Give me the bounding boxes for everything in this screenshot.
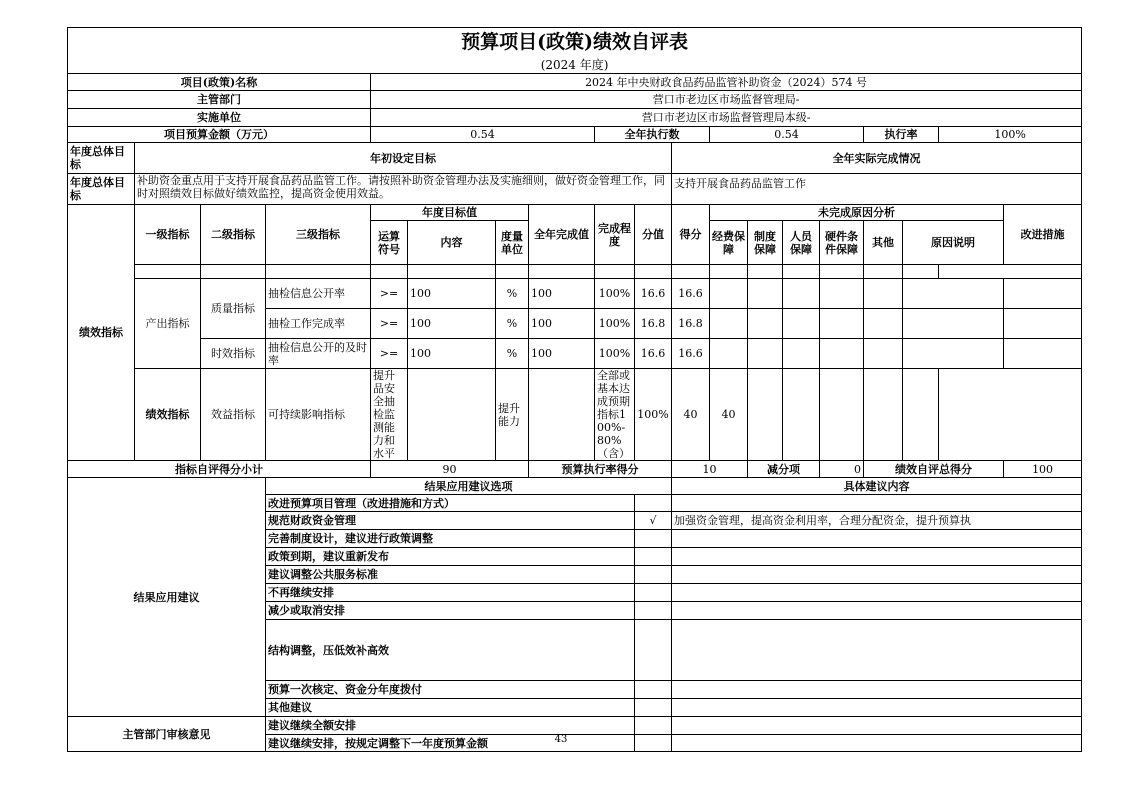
deduct-value: 0 bbox=[820, 461, 864, 478]
total-label: 绩效自评总得分 bbox=[864, 461, 1004, 478]
form-title: 预算项目(政策)绩效自评表 bbox=[68, 28, 1082, 57]
subtotal-value: 90 bbox=[371, 461, 529, 478]
executed-label: 全年执行数 bbox=[595, 127, 710, 143]
review-section-label: 主管部门审核意见 bbox=[68, 717, 266, 752]
list-item: 预算一次核定、资金分年度拨付 bbox=[68, 681, 1082, 699]
benefit-value: 40 bbox=[672, 369, 710, 461]
list-item: 结构调整，压低效补高效 bbox=[68, 620, 1082, 681]
table-row: 抽检工作完成率 >= 100 % 100 100% 16.8 16.8 bbox=[68, 309, 1082, 339]
indicator-section-label: 绩效指标 bbox=[68, 205, 135, 461]
form-year: (2024 年度) bbox=[68, 57, 1082, 74]
output-level1: 产出指标 bbox=[135, 279, 201, 369]
col-completion: 完成程度 bbox=[595, 205, 635, 265]
rate-value: 100% bbox=[939, 127, 1082, 143]
dept-label: 主管部门 bbox=[68, 91, 371, 109]
col-reason-group: 未完成原因分析 bbox=[710, 205, 1004, 221]
col-level3: 三级指标 bbox=[266, 205, 371, 265]
col-r-hardware: 硬件条件保障 bbox=[820, 221, 864, 265]
col-r-note: 原因说明 bbox=[903, 221, 1004, 265]
project-name-label: 项目(政策)名称 bbox=[68, 74, 371, 91]
budget-label: 项目预算金额（万元） bbox=[68, 127, 371, 143]
col-level2: 二级指标 bbox=[201, 205, 266, 265]
executed-value: 0.54 bbox=[710, 127, 864, 143]
dept-value: 营口市老边区市场监督管理局- bbox=[371, 91, 1082, 109]
application-detail-header: 具体建议内容 bbox=[672, 478, 1082, 495]
list-item: 减少或取消安排 bbox=[68, 602, 1082, 620]
col-r-other: 其他 bbox=[864, 221, 903, 265]
col-score-value: 分值 bbox=[635, 205, 672, 265]
application-options-header: 结果应用建议选项 bbox=[266, 478, 672, 495]
benefit-content: 提升能力 bbox=[496, 369, 529, 461]
col-unit: 度量单位 bbox=[496, 221, 529, 265]
list-item: 建议调整公共服务标准 bbox=[68, 566, 1082, 584]
goal-header-label: 年度总体目标 bbox=[68, 143, 135, 174]
application-section-label: 结果应用建议 bbox=[68, 478, 266, 717]
unit-value: 营口市老边区市场监督管理局本级- bbox=[371, 109, 1082, 127]
table-row: 时效指标 抽检信息公开的及时率 >= 100 % 100 100% 16.6 16.6 bbox=[68, 339, 1082, 369]
benefit-score: 40 bbox=[710, 369, 748, 461]
col-improve: 改进措施 bbox=[1004, 205, 1082, 265]
project-name-value: 2024 年中央财政食品药品监管补助资金（2024）574 号 bbox=[371, 74, 1082, 91]
benefit-section-label: 绩效指标 bbox=[135, 369, 201, 461]
initial-goal-header: 年初设定目标 bbox=[135, 143, 672, 174]
col-content: 内容 bbox=[408, 221, 496, 265]
actual-goal-text: 支持开展食品药品监管工作 bbox=[672, 174, 1082, 205]
table-row bbox=[68, 369, 1082, 461]
unit-label: 实施单位 bbox=[68, 109, 371, 127]
list-item: 其他建议 bbox=[68, 699, 1082, 717]
benefit-level1: 效益指标 bbox=[201, 369, 266, 461]
benefit-level2: 可持续影响指标 bbox=[266, 369, 371, 461]
goal-row-label: 年度总体目标 bbox=[68, 174, 135, 205]
col-annual-value: 全年完成值 bbox=[529, 205, 595, 265]
rate-label: 执行率 bbox=[864, 127, 939, 143]
page-number: 43 bbox=[554, 734, 568, 745]
benefit-name: 提升品安全抽检监测能力和水平 bbox=[371, 369, 408, 461]
table-row: 产出指标 质量指标 抽检信息公开率 >= 100 % 100 100% 16.6 16.6 bbox=[68, 279, 1082, 309]
exec-score-value: 10 bbox=[672, 461, 748, 478]
output-timeliness: 时效指标 bbox=[201, 339, 266, 369]
actual-goal-header: 全年实际完成情况 bbox=[672, 143, 1082, 174]
deduct-label: 减分项 bbox=[748, 461, 820, 478]
output-quality: 质量指标 bbox=[201, 279, 266, 339]
col-r-system: 制度保障 bbox=[748, 221, 783, 265]
col-level1: 一级指标 bbox=[135, 205, 201, 265]
col-operator: 运算符号 bbox=[371, 221, 408, 265]
col-target-group: 年度目标值 bbox=[371, 205, 529, 221]
initial-goal-text: 补助资金重点用于支持开展食品药品监管工作。请按照补助资金管理办法及实施细则，做好资金管理工作，同时对照绩效目标做好绩效监控，提高资金使用效益。 bbox=[135, 174, 672, 205]
benefit-annual: 全部或基本达成预期指标100%-80%（含） bbox=[595, 369, 635, 461]
list-item: 建议继续安排，按规定调整下一年度预算金额 bbox=[68, 735, 1082, 752]
check-mark: √ bbox=[635, 512, 672, 530]
list-item: 不再继续安排 bbox=[68, 584, 1082, 602]
col-r-funding: 经费保障 bbox=[710, 221, 748, 265]
benefit-completion: 100% bbox=[635, 369, 672, 461]
total-value: 100 bbox=[1004, 461, 1082, 478]
list-item: 改进预算项目管理（改进措施和方式） bbox=[68, 495, 1082, 512]
list-item: 主管部门审核意见 建议继续全额安排 bbox=[68, 717, 1082, 735]
exec-score-label: 预算执行率得分 bbox=[529, 461, 672, 478]
subtotal-label: 指标自评得分小计 bbox=[68, 461, 371, 478]
list-item: 政策到期，建议重新发布 bbox=[68, 548, 1082, 566]
list-item: 规范财政资金管理 √ 加强资金管理，提高资金利用率，合理分配资金，提升预算执 bbox=[68, 512, 1082, 530]
list-item: 完善制度设计，建议进行政策调整 bbox=[68, 530, 1082, 548]
performance-self-evaluation-table bbox=[67, 27, 1082, 752]
budget-value: 0.54 bbox=[371, 127, 595, 143]
col-score: 得分 bbox=[672, 205, 710, 265]
col-r-staff: 人员保障 bbox=[783, 221, 820, 265]
